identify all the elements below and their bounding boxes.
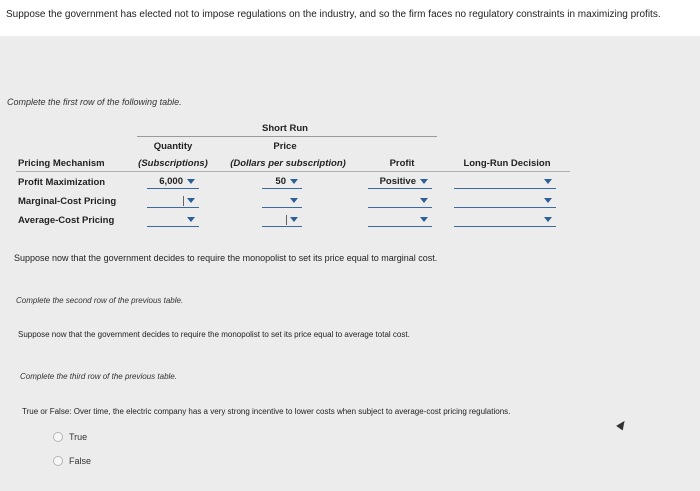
option-true-label: True xyxy=(69,432,88,442)
quantity-dropdown-row3[interactable] xyxy=(147,213,199,227)
prompt-average-cost: Suppose now that the government decides to require the monopolist to set its price equal to average total cost. xyxy=(18,330,410,339)
row-label-profit-maximization: Profit Maximization xyxy=(18,177,106,188)
header-long-run-decision: Long-Run Decision xyxy=(463,158,551,169)
profit-dropdown-row3[interactable] xyxy=(368,213,432,227)
caret-down-icon xyxy=(290,217,298,222)
option-true[interactable] xyxy=(53,432,87,442)
short-run-rule xyxy=(137,136,437,137)
header-short-run: Short Run xyxy=(262,123,308,134)
profit-dropdown-row2[interactable] xyxy=(368,194,432,208)
row-label-average-cost-pricing: Average-Cost Pricing xyxy=(18,215,115,226)
caret-down-icon xyxy=(187,179,195,184)
caret-down-icon xyxy=(420,179,428,184)
header-price-line2: (Dollars per subscription) xyxy=(230,158,346,169)
price-dropdown-row1[interactable] xyxy=(262,175,302,189)
header-pricing-mechanism: Pricing Mechanism xyxy=(18,158,105,169)
radio-button-icon[interactable] xyxy=(53,456,63,466)
decision-dropdown-row2[interactable] xyxy=(454,194,556,208)
header-profit: Profit xyxy=(389,158,415,169)
question-intro-text: Suppose the government has elected not to impose regulations on the industry, and so the firm faces no regulatory constraints in maximizing profits. xyxy=(6,9,661,20)
instruction-first-row: Complete the first row of the following table. xyxy=(7,97,182,107)
row-label-marginal-cost-pricing: Marginal-Cost Pricing xyxy=(18,196,117,207)
quantity-dropdown-row1[interactable] xyxy=(147,175,199,189)
price-dropdown-row3[interactable] xyxy=(262,213,302,227)
decision-dropdown-row3[interactable] xyxy=(454,213,556,227)
caret-down-icon xyxy=(290,179,298,184)
option-false-label: False xyxy=(69,456,92,466)
price-value-row1: 50 xyxy=(275,176,286,187)
prompt-true-false: True or False: Over time, the electric company has a very strong incentive to lower costs when subject to average-cost pricing regulations. xyxy=(22,407,511,416)
radio-button-icon[interactable] xyxy=(53,432,63,442)
caret-down-icon xyxy=(544,179,552,184)
quantity-dropdown-row2[interactable] xyxy=(147,194,199,208)
profit-dropdown-row1[interactable] xyxy=(368,175,432,189)
caret-down-icon xyxy=(420,198,428,203)
prompt-marginal-cost: Suppose now that the government decides to require the monopolist to set its price equal to marginal cost. xyxy=(14,253,438,263)
header-price-line1: Price xyxy=(273,141,297,152)
caret-down-icon xyxy=(290,198,298,203)
header-quantity-line1: Quantity xyxy=(153,141,193,152)
caret-down-icon xyxy=(544,198,552,203)
quantity-value-row1: 6,000 xyxy=(159,176,183,187)
caret-down-icon xyxy=(544,217,552,222)
price-dropdown-row2[interactable] xyxy=(262,194,302,208)
instruction-third-row: Complete the third row of the previous table. xyxy=(20,372,177,381)
decision-dropdown-row1[interactable] xyxy=(454,175,556,189)
caret-down-icon xyxy=(187,198,195,203)
caret-down-icon xyxy=(187,217,195,222)
profit-value-row1: Positive xyxy=(379,176,416,187)
option-false[interactable] xyxy=(53,456,91,466)
top-question-bar xyxy=(0,0,700,36)
header-quantity-line2: (Subscriptions) xyxy=(138,158,208,169)
instruction-second-row: Complete the second row of the previous table. xyxy=(16,296,184,305)
table-header-rule xyxy=(16,171,570,172)
caret-down-icon xyxy=(420,217,428,222)
